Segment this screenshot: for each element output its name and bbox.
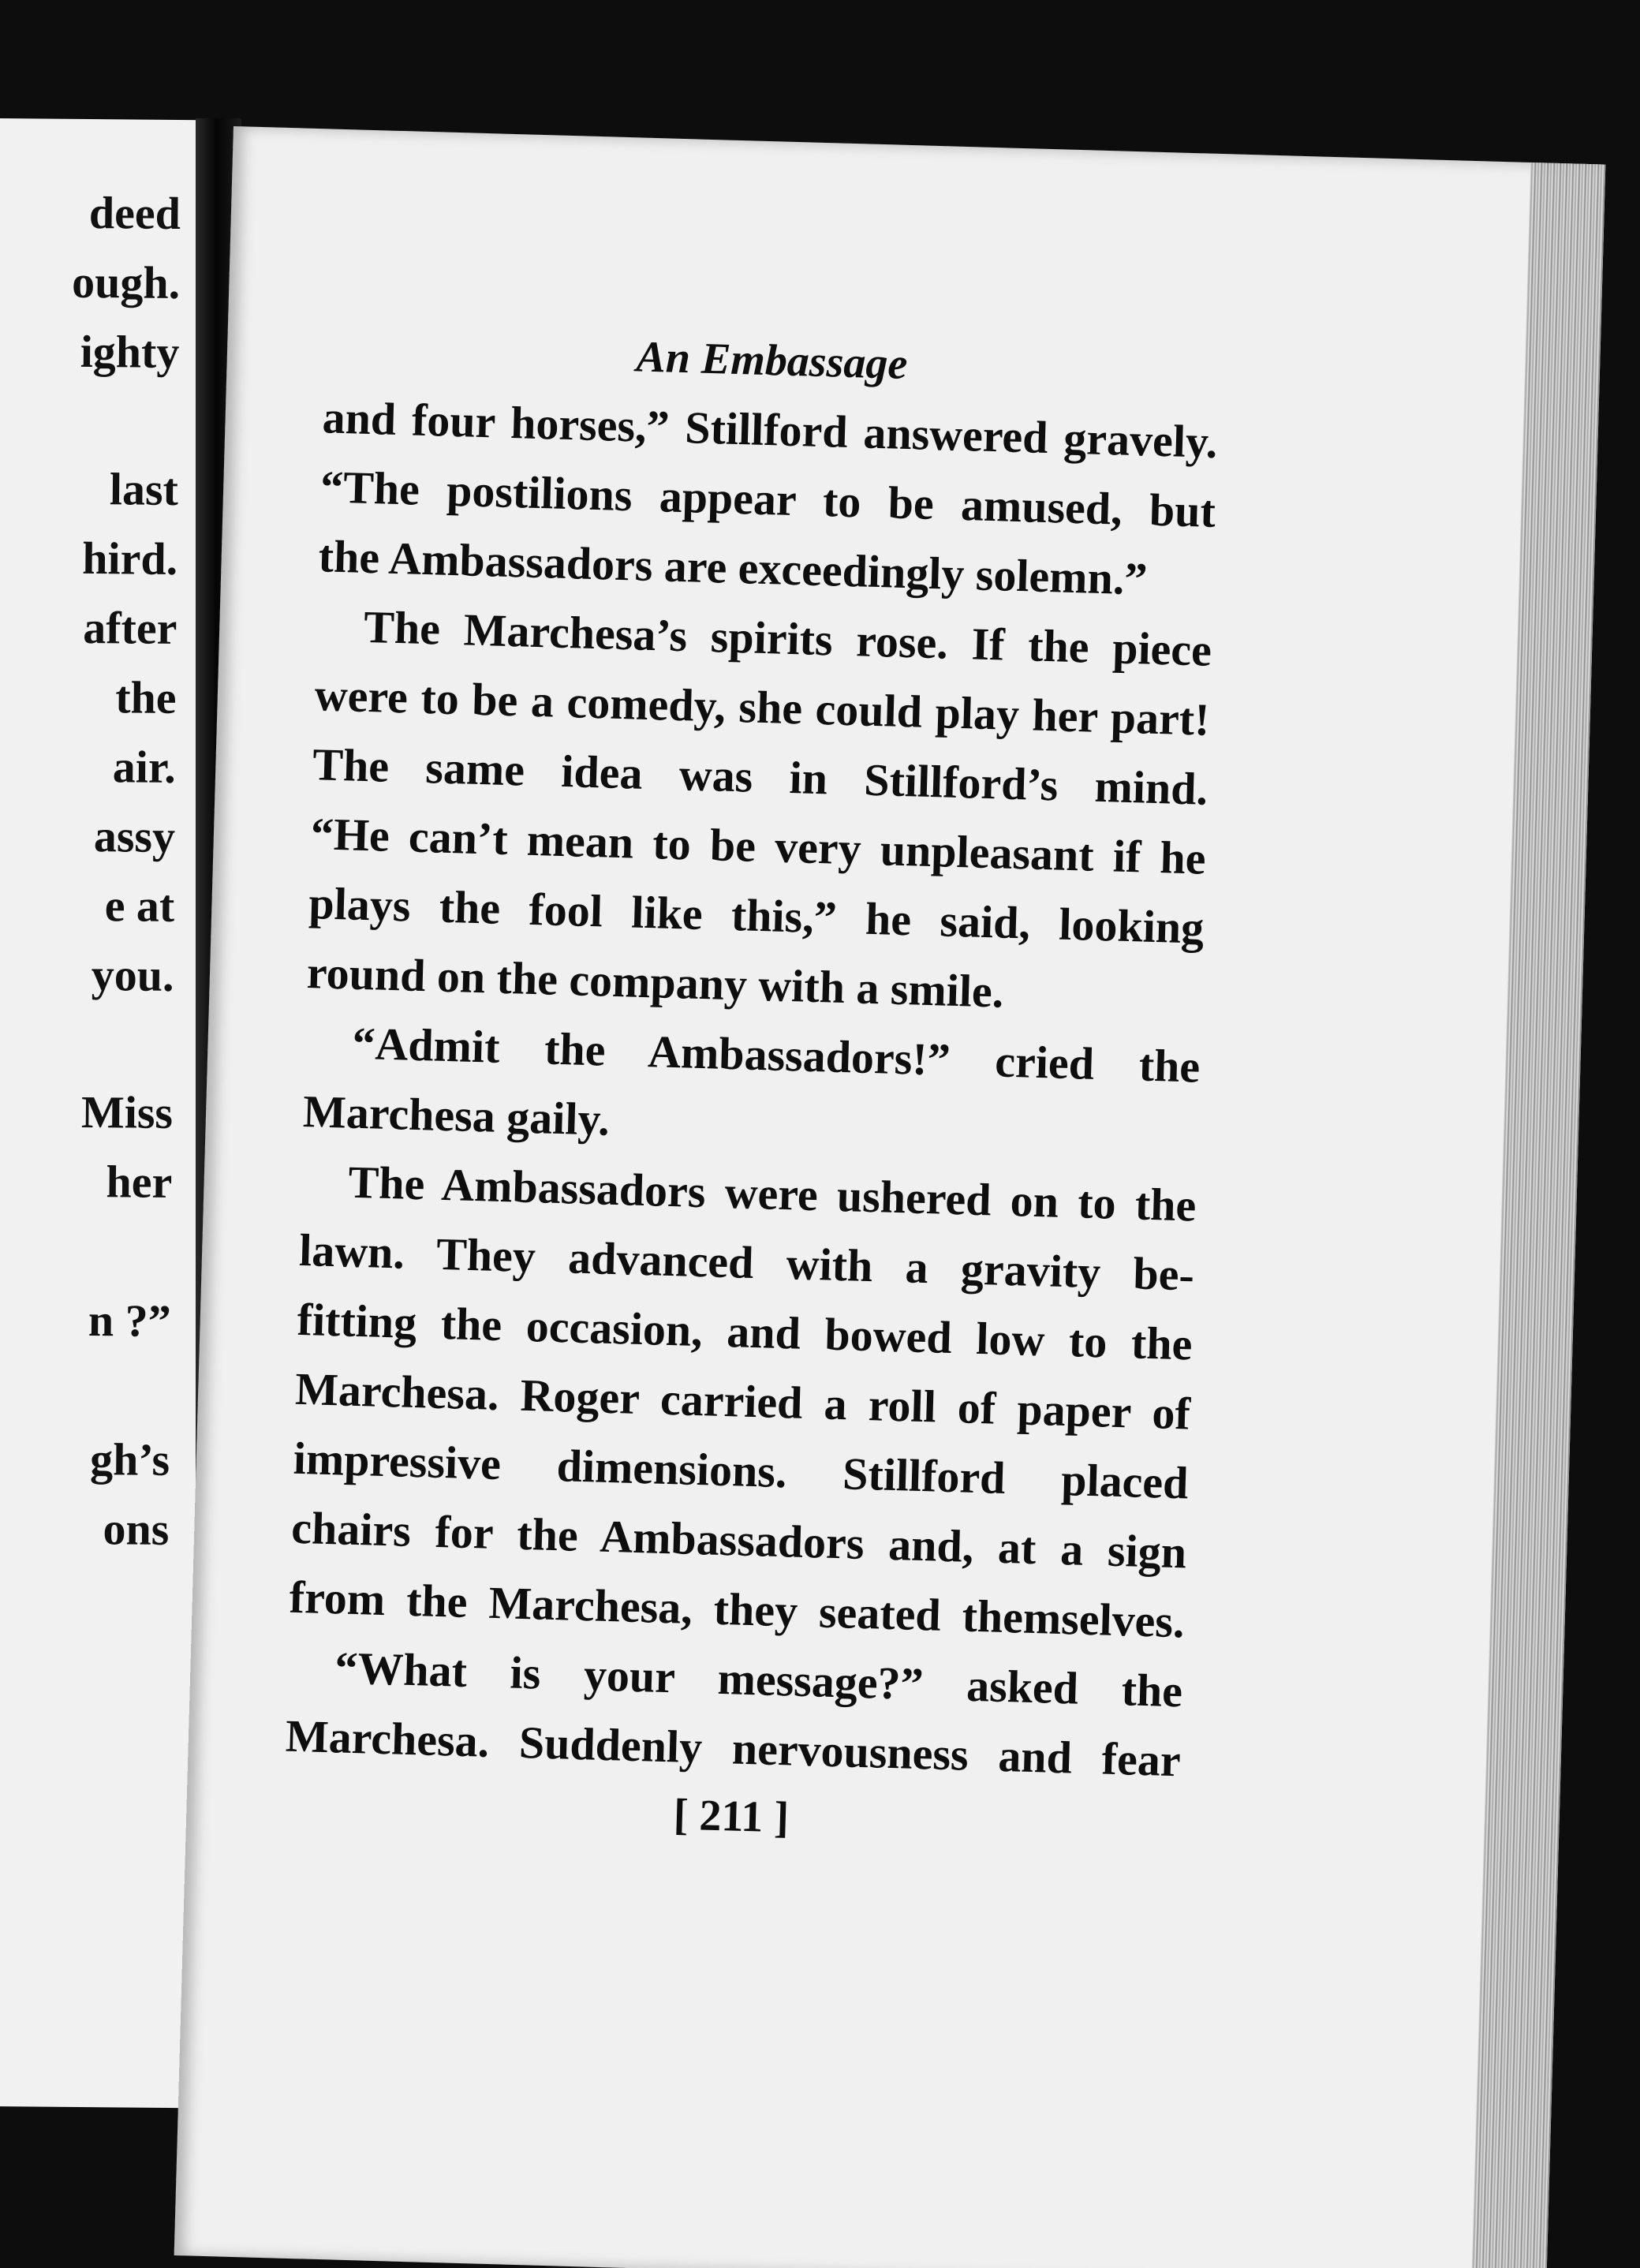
text-line: “Admit the Ambassadors!” cried the <box>351 1017 1201 1093</box>
text-line: round on the company with a smile. <box>306 947 1005 1018</box>
body-text-block <box>283 326 1220 1851</box>
left-line-fragment: ough. <box>71 256 181 308</box>
text-line: “He can’t mean to be very unpleasant if he <box>310 808 1207 884</box>
left-line-fragment: gh’s <box>89 1433 170 1485</box>
left-line-fragment: you. <box>91 949 174 1001</box>
text-line: Marchesa gaily. <box>302 1085 611 1145</box>
left-line-fragment: hird. <box>81 532 178 585</box>
text-line: chairs for the Ambassadors and, at a sign <box>290 1501 1187 1579</box>
left-line-fragment: e at <box>104 880 175 932</box>
left-line-fragment: the <box>114 671 177 723</box>
running-head: An Embassage <box>635 332 909 389</box>
left-line-fragment: ons <box>103 1503 170 1555</box>
text-line: The same idea was in Stillford’s mind. <box>312 738 1209 815</box>
text-line: Marchesa. Suddenly nervousness and fear <box>285 1709 1182 1787</box>
text-line: plays the fool like this,” he said, looking <box>308 877 1205 954</box>
text-line: were to be a comedy, she could play her part! <box>314 669 1211 745</box>
left-line-fragment: after <box>82 601 177 654</box>
text-line: from the Marchesa, they seated themselves. <box>289 1571 1186 1648</box>
text-line: “The postilions appear to be amused, but <box>319 461 1216 537</box>
text-line: Marchesa. Roger carried a roll of paper of <box>294 1362 1191 1440</box>
page-number: [ 211 ] <box>672 1790 790 1843</box>
left-line-fragment: assy <box>93 810 176 862</box>
text-line: “What is your message?” asked the <box>334 1642 1183 1717</box>
text-line: fitting the occasion, and bowed low to the <box>296 1293 1194 1370</box>
left-line-fragment: deed <box>88 186 181 240</box>
left-line-fragment: last <box>109 463 179 515</box>
right-page <box>174 126 1606 2268</box>
text-line: the Ambassadors are exceedingly solemn.” <box>317 530 1149 605</box>
left-line-fragment: her <box>106 1156 173 1208</box>
text-line: impressive dimensions. Stillford placed <box>292 1432 1190 1509</box>
left-line-fragment: air. <box>112 741 177 793</box>
left-line-fragment: ighty <box>80 325 180 378</box>
text-line: lawn. They advanced with a gravity be- <box>298 1224 1195 1301</box>
text-line: The Marchesa’s spirits rose. If the piece <box>363 600 1212 676</box>
text-line: and four horses,” Stillford answered gravely. <box>321 391 1219 468</box>
text-line: The Ambassadors were ushered on to the <box>347 1156 1197 1231</box>
page-edge-shading <box>1471 163 1605 2268</box>
left-line-fragment: n ?” <box>88 1295 171 1347</box>
left-line-fragment: Miss <box>80 1085 174 1138</box>
